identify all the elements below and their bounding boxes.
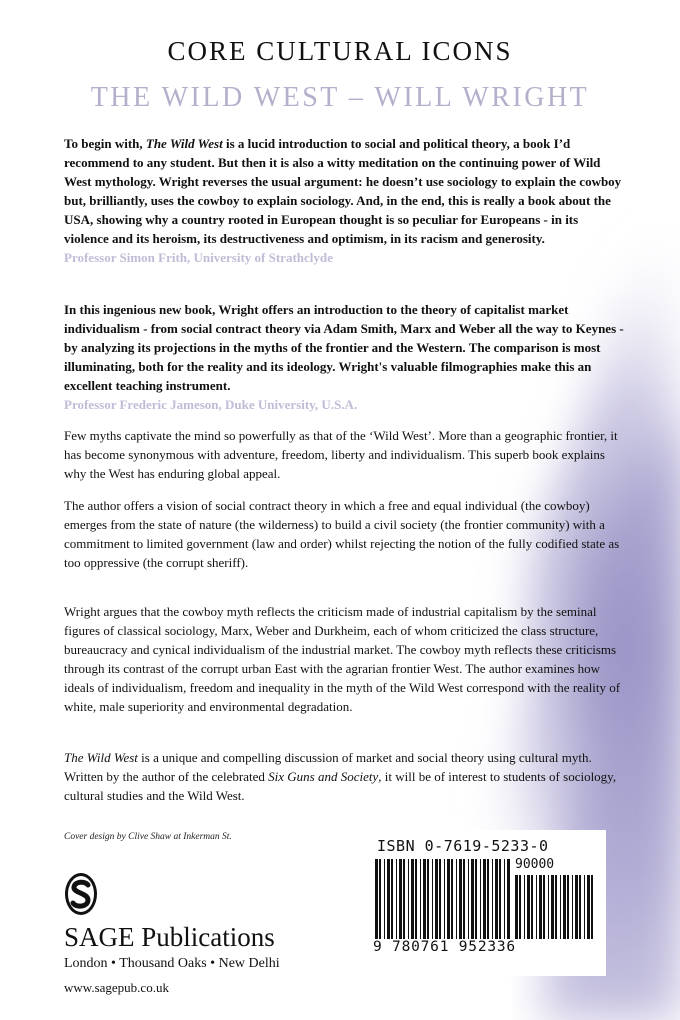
review-attribution: Professor Simon Frith, University of Strathclyde <box>64 250 333 265</box>
description-paragraph-2: The author offers a vision of social contract theory in which a free and equal individual (the cowboy) emerges from the state of nature (the wilderness) to build a civil society (the frontier community) with a commitment to limited government (law and order) whilst rejecting the notion of the fully codified state as too oppressive (the corrupt sheriff). <box>64 498 620 570</box>
barcode-bar <box>379 859 381 939</box>
description-paragraph-1: Few myths captivate the mind so powerfully as that of the ‘Wild West’. More than a geographic frontier, it has become synonymous with adventure, freedom, liberty and individualism. This superb book explains why the West has enduring global appeal. <box>64 428 618 481</box>
paragraph-text: , it will be of interest to students of sociology, cultural studies and the Wild West. <box>64 769 617 803</box>
review-frith <box>64 134 624 267</box>
barcode-bar <box>563 875 566 939</box>
barcode-digits: 9 780761 952336 <box>373 939 516 955</box>
barcode-bar <box>551 875 554 939</box>
barcode-bar <box>456 859 457 939</box>
barcode-panel <box>362 830 606 976</box>
barcode-bar <box>375 859 378 939</box>
barcode-bar <box>536 875 537 939</box>
barcode-bar <box>591 875 593 939</box>
barcode-bar <box>560 875 561 939</box>
barcode-bar <box>463 859 465 939</box>
review-intro: To begin with, <box>64 136 146 151</box>
barcode-addon-bars <box>515 875 597 939</box>
barcode-bar <box>567 875 569 939</box>
barcode-bar <box>384 859 385 939</box>
book-title: THE WILD WEST – WILL WRIGHT <box>90 82 590 113</box>
barcode-bar <box>495 859 498 939</box>
barcode-bar <box>507 859 510 939</box>
barcode-bar <box>459 859 462 939</box>
barcode-bar <box>539 875 542 939</box>
barcode-bar <box>515 875 518 939</box>
description-paragraph-3: Wright argues that the cowboy myth reflects the criticism made of industrial capitalism by the seminal figures of classical sociology, Marx, Weber and Durkheim, each of whom criticized the class structure, bureaucracy and cynical individualism of the industrial market. The cowboy myth reflects these criticisms through its contrast of the corrupt urban East with the agrarian frontier West. The author examines how ideals of individualism, freedom and inequality in the myth of the Wild West correspond with the reality of white, male superiority and environmental degradation. <box>64 604 621 714</box>
barcode-bar <box>575 875 578 939</box>
barcode-bar <box>572 875 573 939</box>
barcode-main-bars <box>375 859 511 939</box>
barcode-bar <box>391 859 393 939</box>
barcode-bar <box>519 875 521 939</box>
publisher-url: www.sagepub.co.uk <box>64 980 169 995</box>
barcode-bar <box>499 859 501 939</box>
barcode-bar <box>435 859 438 939</box>
barcode-bar <box>579 875 581 939</box>
italic-title: The Wild West <box>64 750 138 765</box>
barcode-bar <box>403 859 405 939</box>
barcode-bar <box>444 859 445 939</box>
barcode-bar <box>504 859 505 939</box>
barcode-bar <box>468 859 469 939</box>
review-text: is a lucid introduction to social and political theory, a book I’d recommend to any student. But then it is also a witty meditation on the continuing power of Wild West mythology. Wright reverses the usual argument: he doesn’t use sociology to explain the cowboy but, brilliantly, uses the cowboy to explain sociology. And, in the end, this is really a book about the USA, showing why a country rooted in European thought is so peculiar for Europeans - in its violence and its heroism, its destructiveness and optimism, in its racism and generosity. <box>64 136 622 246</box>
barcode-bar <box>408 859 409 939</box>
barcode-bar <box>439 859 441 939</box>
barcode-bar <box>475 859 477 939</box>
review-jameson <box>64 300 624 414</box>
barcode-bar <box>447 859 450 939</box>
barcode-bar <box>399 859 402 939</box>
sage-s-logo-icon <box>64 872 98 916</box>
barcode-bar <box>411 859 414 939</box>
barcode-bar <box>480 859 481 939</box>
italic-title: Six Guns and Society <box>268 769 379 784</box>
barcode-bar <box>423 859 426 939</box>
description-paragraph-4 <box>64 748 624 805</box>
cover-design-credit: Cover design by Clive Shaw at Inkerman St. <box>64 832 232 842</box>
barcode-bar <box>492 859 493 939</box>
barcode-bar <box>432 859 433 939</box>
barcode-bar <box>543 875 545 939</box>
barcode-bar <box>487 859 489 939</box>
paragraph-text: is a unique and compelling discussion of market and social theory using cultural myth. Written by the author of the celebrated <box>64 750 592 784</box>
barcode-bar <box>548 875 549 939</box>
price-code: 90000 <box>515 857 555 872</box>
barcode-bar <box>531 875 533 939</box>
review-book-title: The Wild West <box>145 136 223 151</box>
series-title: CORE CULTURAL ICONS <box>167 36 513 66</box>
barcode-bar <box>524 875 525 939</box>
barcode-bar <box>555 875 557 939</box>
barcode-bar <box>527 875 530 939</box>
barcode-bar <box>587 875 590 939</box>
barcode-bar <box>584 875 585 939</box>
review-attribution: Professor Frederic Jameson, Duke University, U.S.A. <box>64 397 358 412</box>
barcode-bar <box>396 859 397 939</box>
review-text: In this ingenious new book, Wright offers an introduction to the theory of capitalist market individualism - from social contract theory via Adam Smith, Marx and Weber all the way to Keynes - by analyzing its projections in the myths of the frontier and the Western. The comparison is most illuminating, both for the reality and its ideology. Wright's valuable filmographies make this an excellent teaching instrument. <box>64 302 624 393</box>
barcode-bar <box>415 859 417 939</box>
isbn-text: ISBN 0-7619-5233-0 <box>377 837 549 855</box>
barcode-bar <box>451 859 453 939</box>
barcode-bar <box>483 859 486 939</box>
barcode-bar <box>427 859 429 939</box>
barcode-bar <box>471 859 474 939</box>
barcode-bar <box>387 859 390 939</box>
barcode-bar <box>420 859 421 939</box>
publisher-name: SAGE Publications <box>64 922 275 952</box>
publisher-cities: London • Thousand Oaks • New Delhi <box>64 956 280 971</box>
